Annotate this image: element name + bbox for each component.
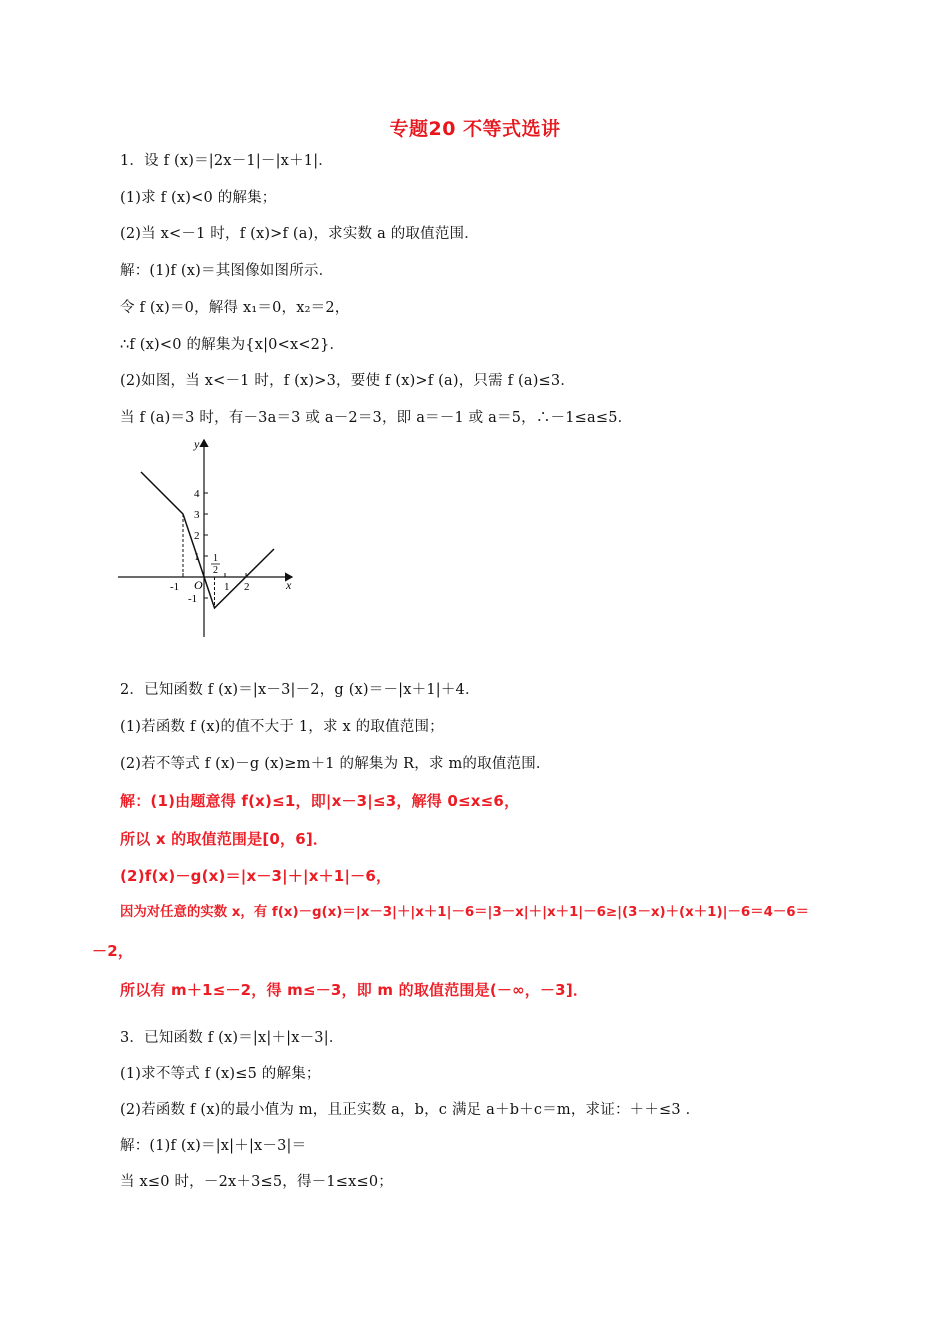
- problem-1-solution-line: 令 f (x)＝0，解得 x₁＝0，x₂＝2，: [120, 300, 350, 316]
- problem-2-question-1: (1)若函数 f (x)的值不大于 1，求 x 的取值范围；: [120, 719, 444, 735]
- problem-1-solution-line: ∴f (x)<0 的解集为{x|0<x<2}．: [120, 337, 345, 353]
- x-tick-label: -1: [170, 581, 180, 593]
- y-tick-label: 3: [194, 509, 200, 521]
- y-tick-label: 1: [194, 551, 200, 563]
- problem-1-solution-line: 当 f (a)＝3 时，有－3a＝3 或 a－2＝3，即 a＝－1 或 a＝5，∴－1≤a≤5．: [120, 410, 633, 426]
- origin-label: O: [194, 578, 203, 592]
- function-curve: [141, 472, 274, 608]
- half-label-numerator: 1: [213, 553, 218, 564]
- y-axis-label: y: [194, 437, 200, 451]
- problem-2-solution-line: －2，: [92, 942, 134, 960]
- problem-3-solution-line: 当 x≤0 时，－2x＋3≤5，得－1≤x≤0；: [120, 1174, 393, 1190]
- y-tick-label: 4: [194, 488, 200, 500]
- x-tick-label: 1: [224, 581, 230, 593]
- problem-1-stem: 1．设 f (x)＝|2x－1|－|x＋1|．: [120, 153, 333, 169]
- problem-1-question-2: (2)当 x<－1 时，f (x)>f (a)，求实数 a 的取值范围．: [120, 226, 479, 242]
- problem-2-stem: 2．已知函数 f (x)＝|x－3|－2，g (x)＝－|x＋1|＋4．: [120, 682, 480, 698]
- problem-1-solution-line: (2)如图，当 x<－1 时，f (x)>3，要使 f (x)>f (a)，只需 f (a)≤3．: [120, 373, 576, 389]
- problem-1-question-1: (1)求 f (x)<0 的解集；: [120, 190, 277, 206]
- problem-1-solution-line: 解：(1)f (x)＝其图像如图所示．: [120, 263, 334, 279]
- problem-2-solution-line: 所以 x 的取值范围是[0，6]．: [120, 830, 329, 848]
- problem-3-solution-line: 解：(1)f (x)＝|x|＋|x－3|＝: [120, 1138, 307, 1154]
- x-axis-label: x: [286, 578, 292, 592]
- problem-2-question-2: (2)若不等式 f (x)－g (x)≥m＋1 的解集为 R，求 m的取值范围．: [120, 756, 551, 772]
- problem-2-solution-line: 因为对任意的实数 x，有 f(x)－g(x)＝|x－3|＋|x＋1|－6＝|3－x|＋|x＋1|－6≥|(3－x)＋(x＋1)|－6＝4－6＝: [120, 905, 809, 920]
- page-title: 专题20 不等式选讲: [389, 118, 561, 140]
- x-tick-label: 2: [244, 581, 250, 593]
- problem-2-solution-line: 所以有 m＋1≤－2，得 m≤－3，即 m 的取值范围是(－∞，－3]．: [120, 981, 589, 999]
- y-tick-label: -1: [188, 593, 198, 605]
- function-graph: [112, 432, 302, 644]
- y-tick-label: 2: [194, 530, 200, 542]
- problem-3-question-1: (1)求不等式 f (x)≤5 的解集；: [120, 1066, 321, 1082]
- problem-3-question-2: (2)若函数 f (x)的最小值为 m，且正实数 a，b，c 满足 a＋b＋c＝m，求证：＋＋≤3 ．: [120, 1102, 701, 1118]
- problem-2-solution-line: 解：(1)由题意得 f(x)≤1，即|x－3|≤3，解得 0≤x≤6，: [120, 792, 520, 810]
- half-label-denominator: 2: [213, 565, 218, 576]
- problem-2-solution-line: (2)f(x)－g(x)＝|x－3|＋|x＋1|－6，: [120, 867, 392, 885]
- problem-3-stem: 3．已知函数 f (x)＝|x|＋|x－3|．: [120, 1030, 344, 1046]
